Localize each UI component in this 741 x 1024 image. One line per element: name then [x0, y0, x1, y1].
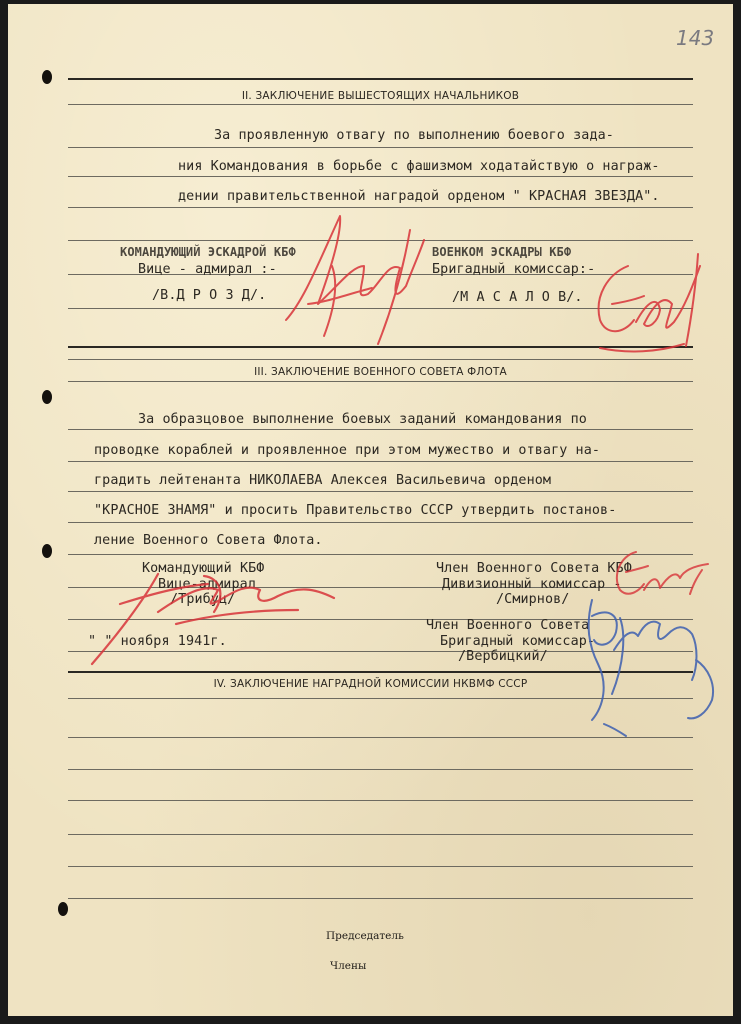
section3-signer-left-name: /Трибуц/: [170, 592, 236, 607]
section3-line-1: За образцовое выполнение боевых заданий командования по: [138, 412, 587, 427]
section3-signer-right2-title: Член Военного Совета: [426, 618, 590, 633]
members-label: Члены: [330, 960, 367, 972]
section3-line-2: проводке кораблей и проявленное при этом мужество и отвагу на-: [94, 443, 601, 458]
section2-signer-left-title: КОМАНДУЮЩИЙ ЭСКАДРОЙ КБФ: [120, 245, 296, 259]
section2-signer-right-title: ВОЕНКОМ ЭСКАДРЫ КБФ: [432, 245, 572, 259]
chairman-label: Председатель: [326, 930, 404, 942]
section3-line-5: ление Военного Совета Флота.: [94, 533, 323, 548]
red-signature-drozd: [286, 216, 424, 344]
red-signature-masalov: [599, 254, 700, 351]
section3-line-4: "КРАСНОЕ ЗНАМЯ" и просить Правительство СССР утвердить постанов-: [94, 503, 617, 518]
signatures-layer: [8, 4, 733, 1016]
section3-signer-right2-name: /Вербицкий/: [458, 649, 548, 664]
section3-date: " " ноября 1941г.: [88, 634, 227, 649]
blue-signature-verbitsky: [589, 600, 713, 736]
section3-heading: III. ЗАКЛЮЧЕНИЕ ВОЕННОГО СОВЕТА ФЛОТА: [254, 366, 507, 378]
section2-line-1: За проявленную отвагу по выполнению боевого зада-: [214, 128, 614, 143]
section2-signer-right-rank: Бригадный комиссар:-: [432, 262, 596, 277]
section3-signer-right-name: /Смирнов/: [496, 592, 570, 607]
section3-signer-left-title: Командующий КБФ: [142, 561, 265, 576]
document-sheet: [8, 4, 733, 1016]
section2-line-3: дении правительственной наградой орденом " КРАСНАЯ ЗВЕЗДА".: [178, 189, 660, 204]
section3-signer-right-title: Член Военного Совета КБФ: [436, 561, 632, 576]
section4-heading: IV. ЗАКЛЮЧЕНИЕ НАГРАДНОЙ КОМИССИИ НКВМФ СССР: [213, 678, 528, 690]
red-signature-tributs: [92, 574, 334, 664]
section3-signer-right2-rank: Бригадный комиссар-: [440, 634, 596, 649]
section2-signer-left-name: /В.Д Р О З Д/.: [152, 288, 267, 303]
section2-signer-right-name: /М А С А Л О В/.: [452, 290, 583, 305]
section3-line-3: градить лейтенанта НИКОЛАЕВА Алексея Васильевича орденом: [94, 473, 552, 488]
section3-signer-right-rank: Дивизионный комиссар -: [442, 577, 622, 592]
red-signature-smirnov: [617, 552, 708, 594]
section2-signer-left-rank: Вице - адмирал :-: [138, 262, 277, 277]
section2-line-2: ния Командования в борьбе с фашизмом ходатайствую о награж-: [178, 159, 660, 174]
section2-heading: II. ЗАКЛЮЧЕНИЕ ВЫШЕСТОЯЩИХ НАЧАЛЬНИКОВ: [241, 90, 520, 102]
section3-signer-left-rank: Вице-адмирал: [158, 577, 256, 592]
page-number: 143: [676, 26, 715, 50]
